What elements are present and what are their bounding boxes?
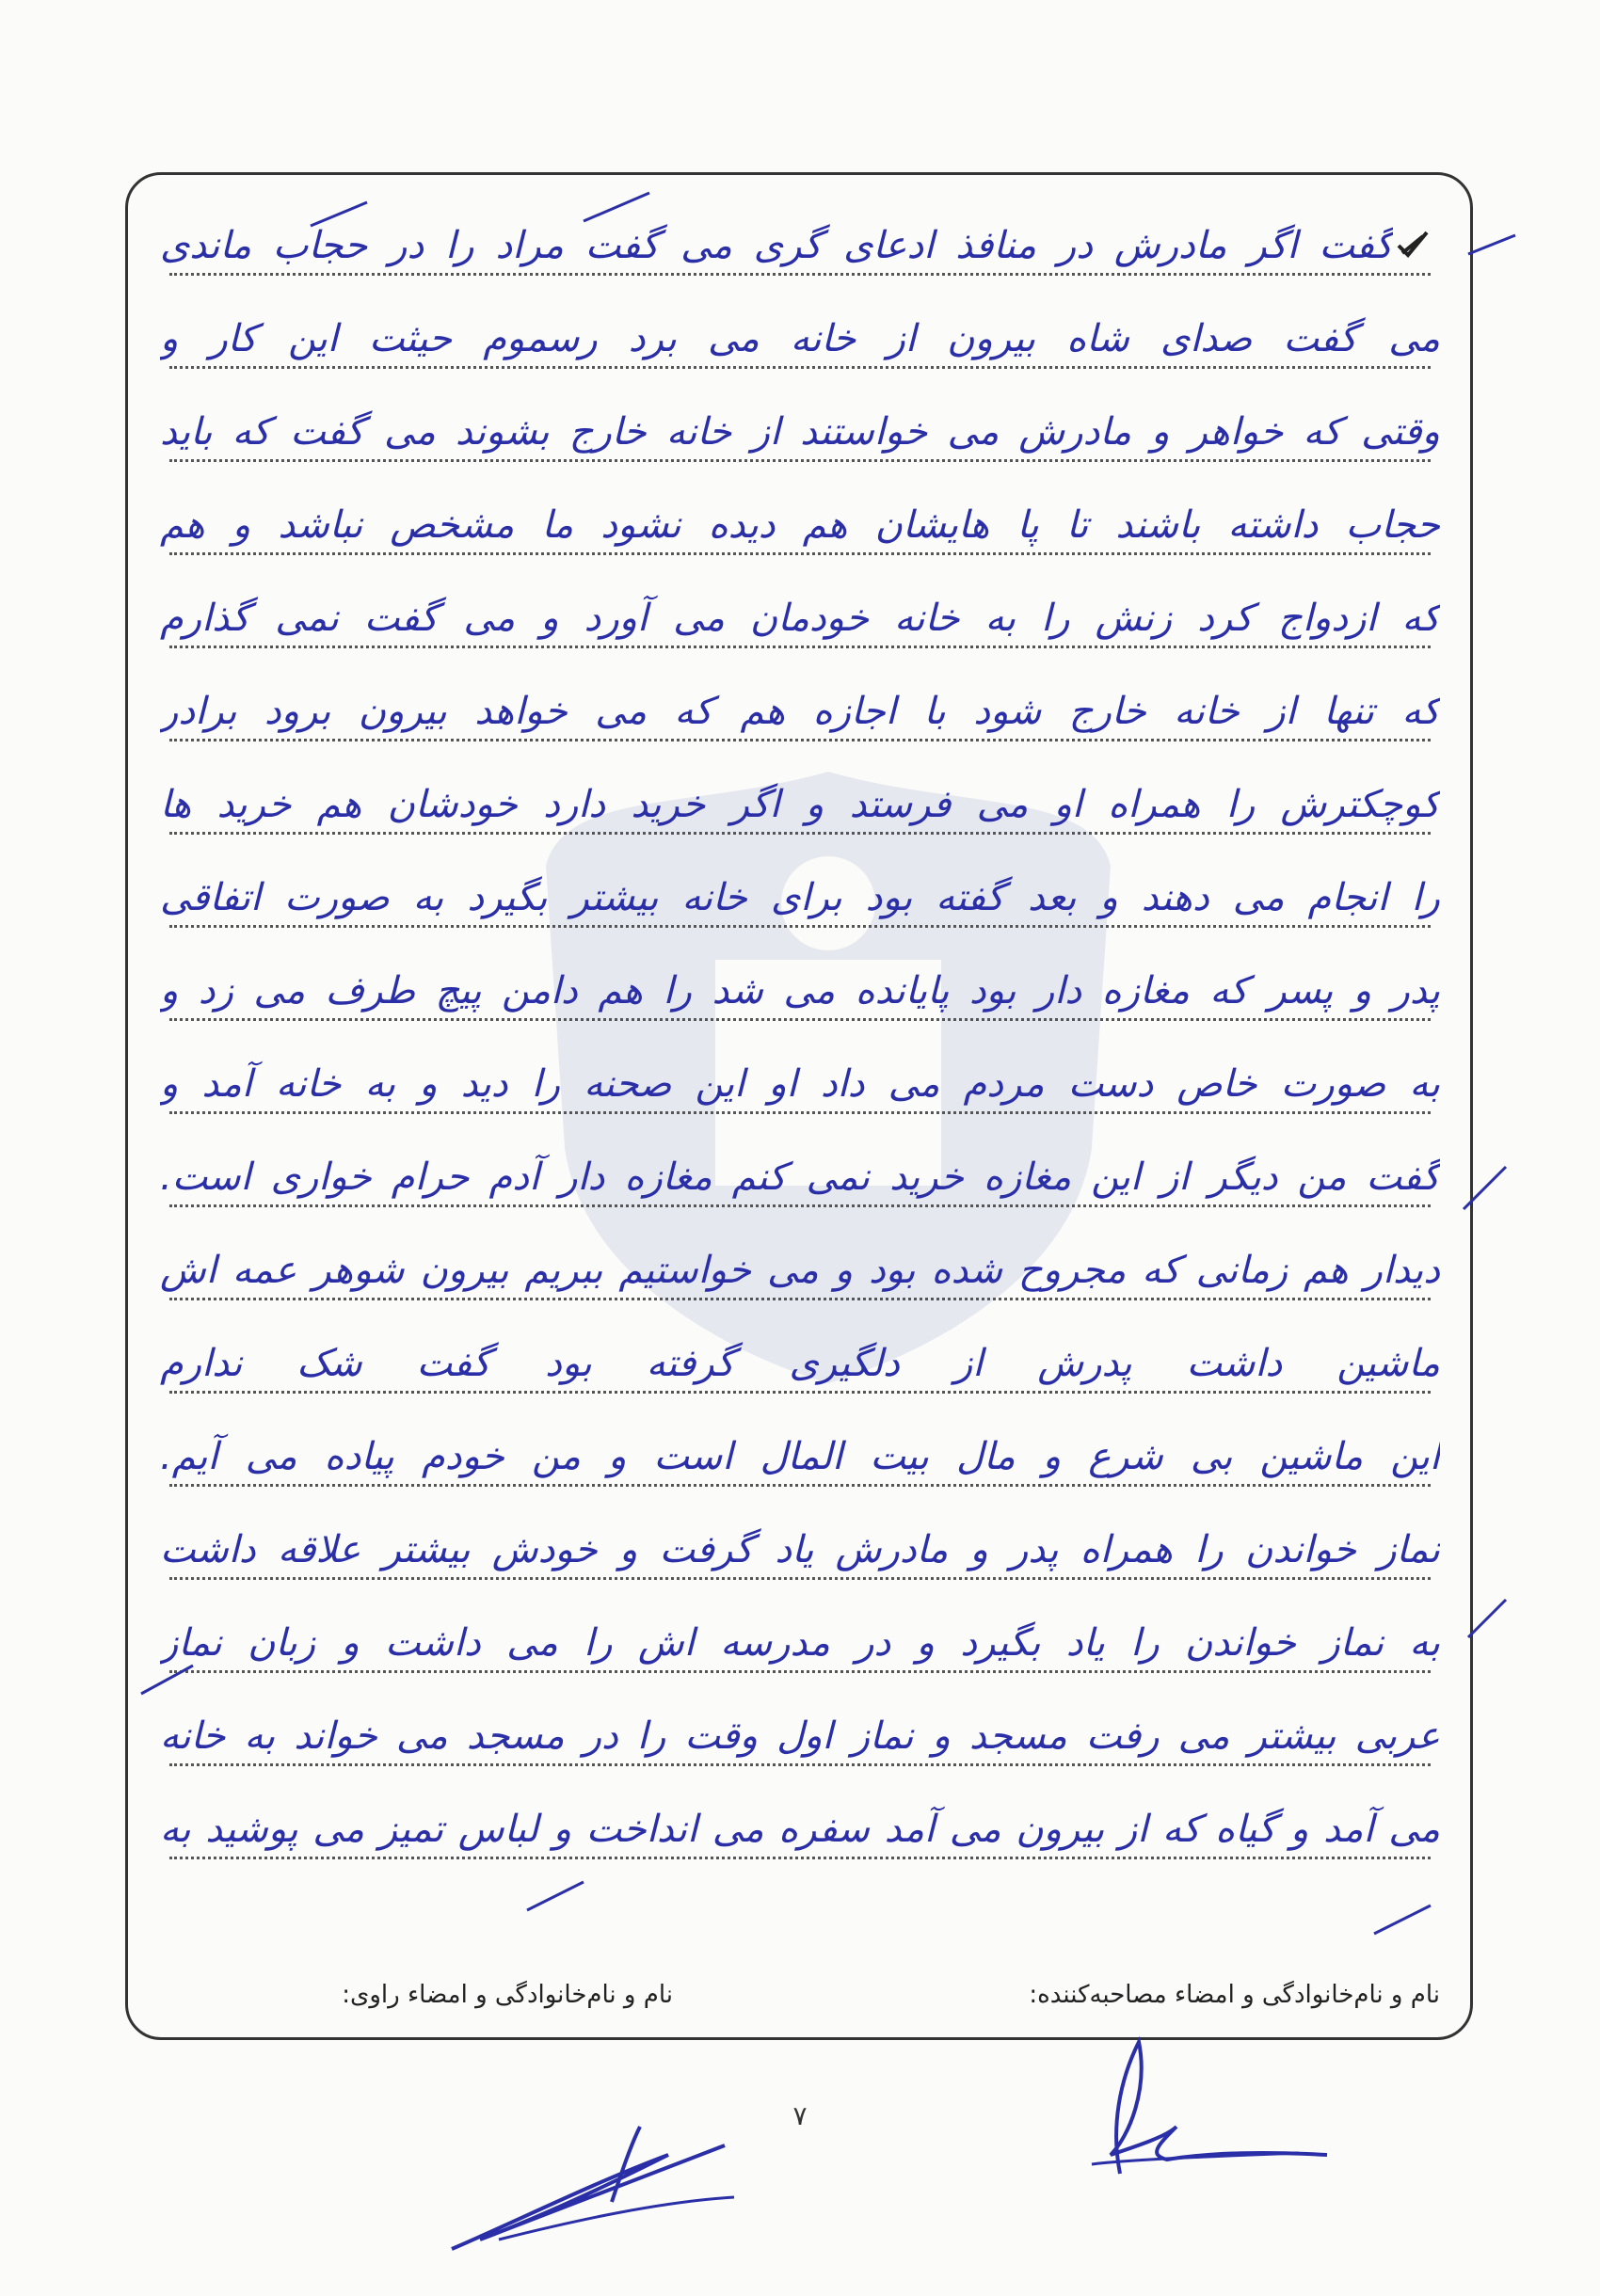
handwritten-line-text: می گفت صدای شاه بیرون از خانه می برد رسموم حیثت این کار و bbox=[160, 317, 1440, 360]
handwritten-line-text: کوچکترش را همراه او می فرستد و اگر خرید دارد خودشان هم خرید ها bbox=[160, 783, 1440, 826]
narrator-signature-label: نام و نام‌خانوادگی و امضاء راوی: bbox=[342, 1981, 673, 2009]
handwritten-line-text: نماز خواندن را همراه پدر و مادرش یاد گرفت و خودش بیشتر علاقه داشت bbox=[160, 1528, 1440, 1571]
handwritten-line-text: این ماشین بی شرع و مال بیت المال است و من خودم پیاده می آیم. bbox=[160, 1435, 1440, 1478]
handwritten-line bbox=[160, 854, 1440, 949]
dotted-guide-line bbox=[169, 1018, 1431, 1021]
handwritten-line bbox=[160, 482, 1440, 576]
handwritten-line bbox=[160, 1786, 1440, 1880]
dotted-guide-line bbox=[169, 1298, 1431, 1300]
handwritten-line bbox=[160, 761, 1440, 855]
narrator-signature bbox=[442, 2108, 744, 2258]
handwritten-line-text: حجاب داشته باشند تا پا هایشان هم دیده نشود ما مشخص نباشد و هم bbox=[160, 503, 1440, 547]
dotted-guide-line bbox=[169, 1670, 1431, 1673]
dotted-guide-line bbox=[169, 366, 1431, 369]
dotted-guide-line bbox=[169, 1111, 1431, 1114]
page-number: ۷ bbox=[792, 2100, 808, 2131]
handwritten-line bbox=[160, 389, 1440, 483]
handwritten-line-text: گفت اگر مادرش در منافذ ادعای گری می گفت مراد را در حجاب ماندی bbox=[160, 224, 1393, 267]
dotted-guide-line bbox=[169, 925, 1431, 928]
dotted-guide-line bbox=[169, 273, 1431, 276]
handwritten-line-text: پدر و پسر که مغازه دار بود پایانده می شد را هم دامن پیچ طرف می زد و bbox=[160, 969, 1440, 1012]
signature-labels bbox=[151, 1981, 1440, 2018]
dotted-guide-line bbox=[169, 832, 1431, 835]
dotted-guide-line bbox=[169, 1763, 1431, 1766]
handwritten-line bbox=[160, 202, 1440, 296]
handwritten-line-text: به نماز خواندن را یاد بگیرد و در مدرسه اش را می داشت و زبان نماز bbox=[160, 1621, 1440, 1665]
pen-check-icon bbox=[1395, 227, 1431, 263]
handwritten-line-text: را انجام می دهند و بعد گفته بود برای خانه بیشتر بگیرد به صورت اتفاقی bbox=[160, 876, 1440, 919]
handwritten-line-text: به صورت خاص دست مردم می داد او این صحنه را دید و به خانه آمد و bbox=[160, 1062, 1440, 1106]
handwritten-line-text: که تنها از خانه خارج شود با اجازه هم که می خواهد بیرون برود برادر bbox=[160, 690, 1440, 733]
handwritten-line bbox=[160, 1507, 1440, 1601]
handwritten-line-text: عربی بیشتر می رفت مسجد و نماز اول وقت را در مسجد می خواند به خانه bbox=[160, 1714, 1440, 1758]
dotted-guide-line bbox=[169, 1204, 1431, 1207]
dotted-guide-line bbox=[169, 1391, 1431, 1394]
handwritten-line bbox=[160, 1320, 1440, 1414]
dotted-guide-line bbox=[169, 739, 1431, 741]
handwritten-text-area bbox=[160, 202, 1440, 1887]
dotted-guide-line bbox=[169, 1857, 1431, 1859]
dotted-guide-line bbox=[169, 1577, 1431, 1580]
handwritten-line-text: دیدار هم زمانی که مجروح شده بود و می خواستیم ببریم بیرون شوهر عمه اش bbox=[160, 1249, 1440, 1292]
handwritten-line bbox=[160, 1134, 1440, 1228]
dotted-guide-line bbox=[169, 646, 1431, 648]
dotted-guide-line bbox=[169, 1484, 1431, 1487]
dotted-guide-line bbox=[169, 552, 1431, 555]
handwritten-line-text: وقتی که خواهر و مادرش می خواستند از خانه خارج بشوند می گفت که باید bbox=[160, 410, 1440, 454]
handwritten-line-text: ماشین داشت پدرش از دلگیری گرفته بود گفت شک ندارم bbox=[160, 1342, 1440, 1385]
handwritten-line bbox=[160, 1693, 1440, 1787]
dotted-guide-line bbox=[169, 459, 1431, 462]
handwritten-line bbox=[160, 1413, 1440, 1507]
interviewer-signature bbox=[1054, 2033, 1336, 2183]
interviewer-signature-label: نام و نام‌خانوادگی و امضاء مصاحبه‌کننده: bbox=[1029, 1981, 1440, 2009]
handwritten-line bbox=[160, 575, 1440, 669]
handwritten-line bbox=[160, 1600, 1440, 1694]
handwritten-line-text: می آمد و گیاه که از بیرون می آمد سفره می انداخت و لباس تمیز می پوشید به bbox=[160, 1808, 1440, 1851]
handwritten-line-text: که ازدواج کرد زنش را به خانه خودمان می آورد و می گفت نمی گذارم bbox=[160, 597, 1440, 640]
handwritten-line bbox=[160, 295, 1440, 390]
handwritten-line bbox=[160, 668, 1440, 762]
handwritten-line-text: گفت من دیگر از این مغازه خرید نمی کنم مغازه دار آدم حرام خواری است. bbox=[160, 1156, 1440, 1199]
handwritten-line bbox=[160, 948, 1440, 1042]
handwritten-line bbox=[160, 1041, 1440, 1135]
handwritten-line bbox=[160, 1227, 1440, 1321]
